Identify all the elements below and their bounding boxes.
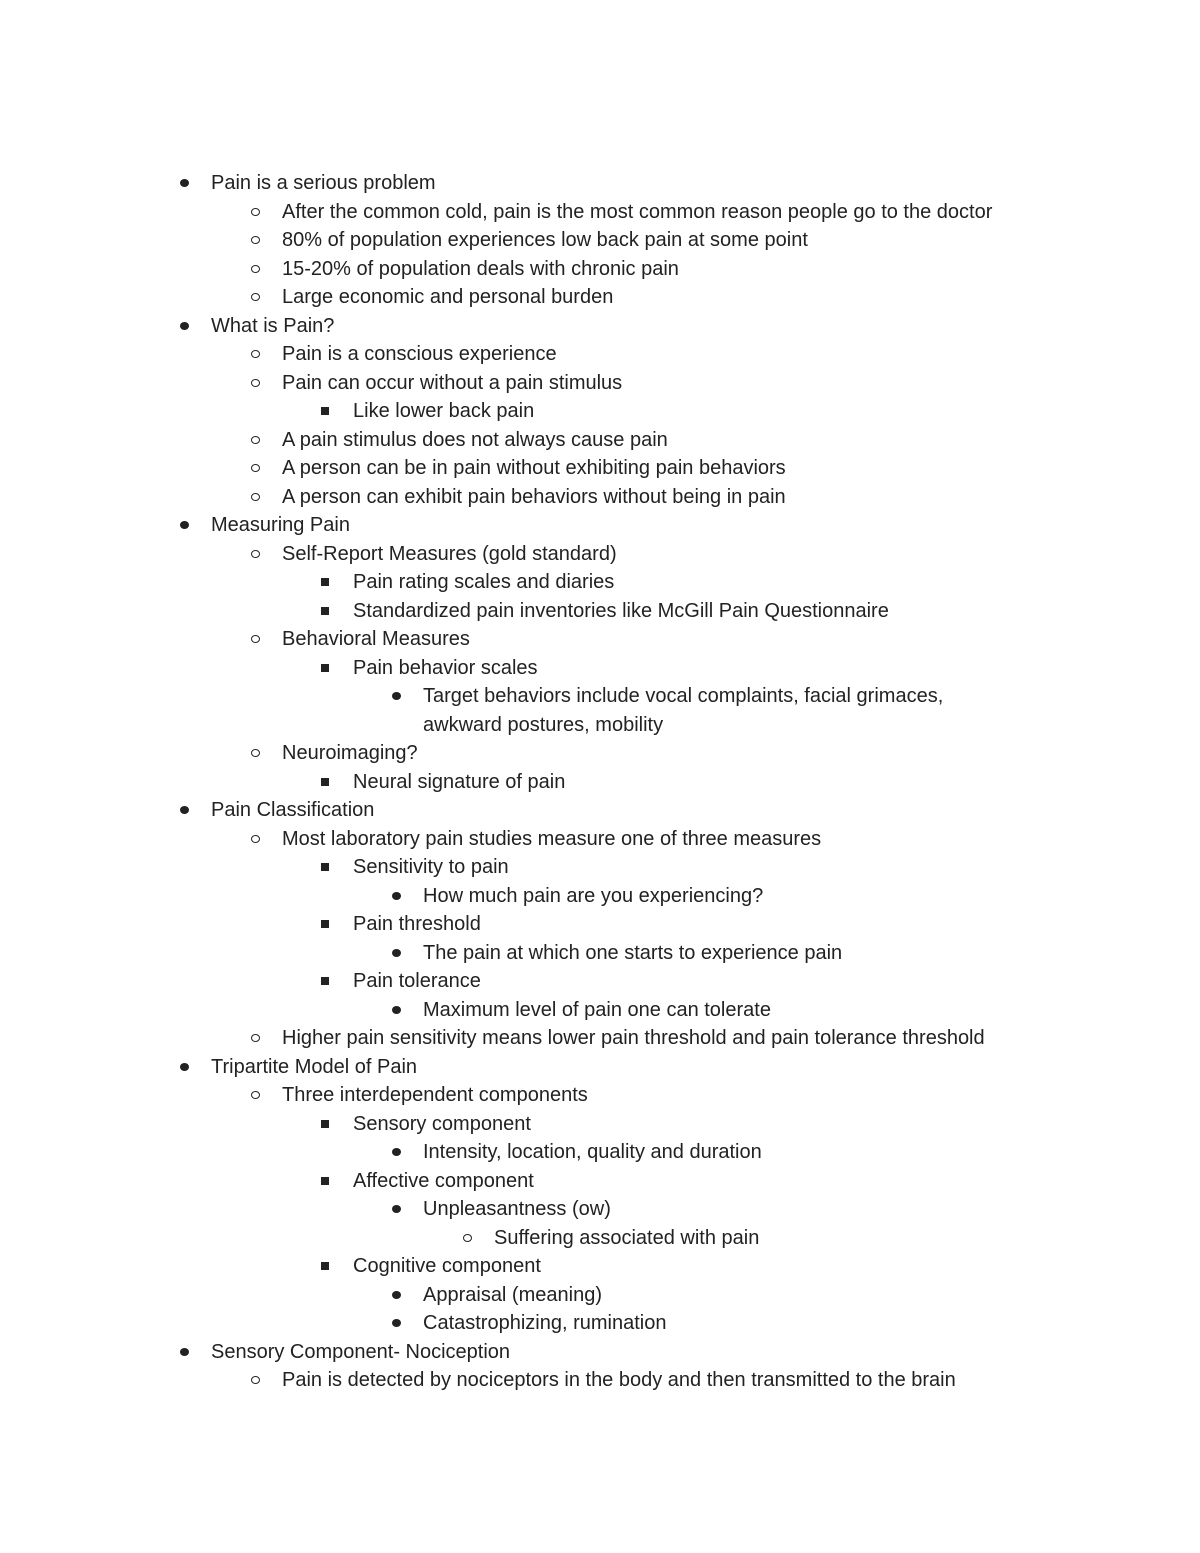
hollow-circle-bullet-icon — [460, 1224, 474, 1253]
list-item-level-1 — [0, 825, 1200, 854]
hollow-circle-bullet-icon — [248, 739, 262, 768]
hollow-circle-bullet-icon — [248, 340, 262, 369]
list-item-level-1 — [0, 739, 1200, 768]
list-item-level-0 — [0, 169, 1200, 198]
hollow-circle-bullet-icon — [248, 1024, 262, 1053]
bullet-shape — [180, 322, 189, 330]
filled-square-bullet-icon — [318, 654, 332, 683]
list-item-level-0 — [0, 511, 1200, 540]
hollow-circle-bullet-icon — [248, 369, 262, 398]
hollow-circle-bullet-icon — [248, 483, 262, 512]
list-item-level-1 — [0, 340, 1200, 369]
list-item-text: Self-Report Measures (gold standard) — [282, 542, 617, 565]
bullet-shape — [321, 607, 329, 615]
filled-disc-bullet-icon — [177, 169, 191, 198]
list-item-text: What is Pain? — [211, 314, 335, 337]
bullet-shape — [251, 635, 260, 643]
list-item-text: Behavioral Measures — [282, 628, 470, 650]
bullet-shape — [392, 1006, 401, 1014]
bullet-shape — [321, 977, 329, 985]
list-item-text: Sensory Component- Nociception — [211, 1340, 511, 1363]
list-item-level-2 — [0, 1167, 1200, 1196]
list-item-text: Neural signature of pain — [353, 770, 566, 793]
filled-disc-bullet-icon — [177, 1053, 191, 1082]
list-item-text: Higher pain sensitivity means lower pain threshold and pain tolerance threshold — [282, 1027, 985, 1049]
list-item-text: Cognitive component — [353, 1255, 541, 1277]
list-item-text: 15-20% of population deals with chronic pain — [282, 257, 679, 280]
bullet-shape — [180, 1063, 189, 1071]
list-item-text: Target behaviors include vocal complaints, facial grimaces, awkward postures, mobility — [423, 685, 944, 736]
filled-disc-bullet-icon — [389, 996, 403, 1025]
bullet-shape — [392, 692, 401, 700]
filled-disc-bullet-icon — [389, 1281, 403, 1310]
bullet-shape — [251, 550, 260, 558]
bullet-shape — [321, 920, 329, 928]
list-item-text: Most laboratory pain studies measure one of three measures — [282, 827, 822, 850]
list-item-level-2 — [0, 967, 1200, 996]
bullet-shape — [251, 1376, 260, 1384]
bullet-shape — [251, 379, 260, 387]
hollow-circle-bullet-icon — [248, 226, 262, 255]
bullet-shape — [321, 578, 329, 586]
hollow-circle-bullet-icon — [248, 454, 262, 483]
bullet-shape — [392, 892, 401, 900]
list-item-text: Pain behavior scales — [353, 656, 538, 679]
list-item-text: Like lower back pain — [353, 400, 535, 422]
bullet-shape — [251, 1034, 260, 1042]
list-item-text: Pain threshold — [353, 913, 481, 935]
list-item-text: After the common cold, pain is the most common reason people go to the doctor — [282, 200, 993, 223]
list-item-text: Affective component — [353, 1169, 534, 1192]
list-item-level-1 — [0, 198, 1200, 227]
filled-disc-bullet-icon — [389, 682, 403, 711]
list-item-level-2 — [0, 768, 1200, 797]
filled-square-bullet-icon — [318, 967, 332, 996]
filled-disc-bullet-icon — [389, 1138, 403, 1167]
list-item-text: A pain stimulus does not always cause pain — [282, 428, 668, 451]
filled-disc-bullet-icon — [389, 939, 403, 968]
list-item-text: How much pain are you experiencing? — [423, 884, 764, 907]
list-item-level-1 — [0, 483, 1200, 512]
list-item-level-1 — [0, 369, 1200, 398]
bullet-shape — [251, 493, 260, 501]
bullet-shape — [321, 1177, 329, 1185]
list-item-text: Suffering associated with pain — [494, 1226, 760, 1249]
list-item-level-2 — [0, 853, 1200, 882]
bullet-shape — [321, 664, 329, 672]
filled-disc-bullet-icon — [177, 1338, 191, 1367]
list-item-level-1 — [0, 283, 1200, 312]
filled-square-bullet-icon — [318, 568, 332, 597]
filled-disc-bullet-icon — [389, 882, 403, 911]
bullet-shape — [392, 949, 401, 957]
list-item-text: Tripartite Model of Pain — [211, 1055, 418, 1078]
bullet-shape — [463, 1234, 472, 1242]
bullet-shape — [392, 1291, 401, 1299]
bullet-shape — [321, 1262, 329, 1270]
hollow-circle-bullet-icon — [248, 1081, 262, 1110]
list-item-level-3 — [0, 996, 1200, 1025]
list-item-level-2 — [0, 654, 1200, 683]
list-item-text: Pain rating scales and diaries — [353, 571, 615, 593]
list-item-level-1 — [0, 454, 1200, 483]
bullet-shape — [321, 1120, 329, 1128]
list-item-level-1 — [0, 255, 1200, 284]
hollow-circle-bullet-icon — [248, 283, 262, 312]
bullet-shape — [180, 179, 189, 187]
list-item-level-3 — [0, 1195, 1200, 1224]
list-item-level-0 — [0, 796, 1200, 825]
bullet-shape — [321, 863, 329, 871]
list-item-text: Appraisal (meaning) — [423, 1283, 602, 1306]
hollow-circle-bullet-icon — [248, 825, 262, 854]
hollow-circle-bullet-icon — [248, 426, 262, 455]
list-item-text: Pain Classification — [211, 799, 375, 821]
filled-disc-bullet-icon — [389, 1195, 403, 1224]
filled-square-bullet-icon — [318, 910, 332, 939]
list-item-text: Pain is detected by nociceptors in the body and then transmitted to the brain — [282, 1369, 956, 1391]
list-item-text: Neuroimaging? — [282, 742, 418, 764]
hollow-circle-bullet-icon — [248, 625, 262, 654]
list-item-level-2 — [0, 397, 1200, 426]
list-item-text: Pain is a serious problem — [211, 172, 436, 194]
list-item-level-2 — [0, 597, 1200, 626]
list-item-level-1 — [0, 426, 1200, 455]
list-item-text: Pain is a conscious experience — [282, 343, 557, 365]
list-item-level-3 — [0, 882, 1200, 911]
bullet-shape — [251, 265, 260, 273]
list-item-text: The pain at which one starts to experience pain — [423, 941, 843, 964]
bullet-shape — [321, 407, 329, 415]
list-item-level-3 — [0, 1309, 1200, 1338]
bullet-shape — [180, 806, 189, 814]
list-item-text: 80% of population experiences low back pain at some point — [282, 229, 808, 251]
bullet-shape — [251, 464, 260, 472]
bullet-shape — [251, 208, 260, 216]
bullet-shape — [392, 1319, 401, 1327]
list-item-level-1 — [0, 625, 1200, 654]
bullet-shape — [251, 835, 260, 843]
list-item-text: Intensity, location, quality and duration — [423, 1141, 762, 1163]
list-item-text: Unpleasantness (ow) — [423, 1198, 611, 1220]
bullet-shape — [251, 749, 260, 757]
filled-disc-bullet-icon — [177, 511, 191, 540]
bullet-shape — [180, 1348, 189, 1356]
list-item-text: Sensory component — [353, 1112, 531, 1135]
list-item-level-1 — [0, 1366, 1200, 1395]
bullet-shape — [251, 293, 260, 301]
list-item-level-0 — [0, 312, 1200, 341]
hollow-circle-bullet-icon — [248, 255, 262, 284]
list-item-text: Pain can occur without a pain stimulus — [282, 371, 623, 394]
list-item-text: Standardized pain inventories like McGill Pain Questionnaire — [353, 599, 889, 622]
bullet-shape — [251, 1091, 260, 1099]
bullet-outline — [0, 169, 1200, 1395]
list-item-text: Measuring Pain — [211, 514, 350, 536]
list-item-level-4 — [0, 1224, 1200, 1253]
bullet-shape — [321, 778, 329, 786]
bullet-shape — [392, 1148, 401, 1156]
filled-disc-bullet-icon — [177, 796, 191, 825]
list-item-text: A person can be in pain without exhibiting pain behaviors — [282, 457, 786, 479]
filled-square-bullet-icon — [318, 597, 332, 626]
list-item-level-3 — [0, 1281, 1200, 1310]
filled-square-bullet-icon — [318, 1110, 332, 1139]
list-item-level-2 — [0, 1252, 1200, 1281]
list-item-level-1 — [0, 1024, 1200, 1053]
list-item-level-3 — [0, 939, 1200, 968]
list-item-text: Catastrophizing, rumination — [423, 1312, 667, 1334]
hollow-circle-bullet-icon — [248, 198, 262, 227]
list-item-level-2 — [0, 910, 1200, 939]
list-item-level-2 — [0, 568, 1200, 597]
filled-square-bullet-icon — [318, 397, 332, 426]
list-item-level-3 — [0, 1138, 1200, 1167]
filled-disc-bullet-icon — [389, 1309, 403, 1338]
list-item-text: Pain tolerance — [353, 970, 481, 992]
list-item-text: Three interdependent components — [282, 1084, 588, 1106]
bullet-shape — [180, 521, 189, 529]
filled-square-bullet-icon — [318, 853, 332, 882]
list-item-text: A person can exhibit pain behaviors without being in pain — [282, 485, 786, 508]
list-item-text: Sensitivity to pain — [353, 856, 509, 878]
list-item-level-1 — [0, 540, 1200, 569]
bullet-shape — [392, 1205, 401, 1213]
list-item-level-1 — [0, 226, 1200, 255]
hollow-circle-bullet-icon — [248, 540, 262, 569]
bullet-shape — [251, 436, 260, 444]
filled-square-bullet-icon — [318, 1252, 332, 1281]
bullet-shape — [251, 350, 260, 358]
list-item-level-0 — [0, 1338, 1200, 1367]
hollow-circle-bullet-icon — [248, 1366, 262, 1395]
filled-disc-bullet-icon — [177, 312, 191, 341]
bullet-shape — [251, 236, 260, 244]
filled-square-bullet-icon — [318, 1167, 332, 1196]
list-item-text: Large economic and personal burden — [282, 286, 614, 308]
list-item-text: Maximum level of pain one can tolerate — [423, 998, 771, 1021]
list-item-level-1 — [0, 1081, 1200, 1110]
list-item-level-0 — [0, 1053, 1200, 1082]
filled-square-bullet-icon — [318, 768, 332, 797]
list-item-level-3 — [0, 682, 1200, 739]
list-item-level-2 — [0, 1110, 1200, 1139]
